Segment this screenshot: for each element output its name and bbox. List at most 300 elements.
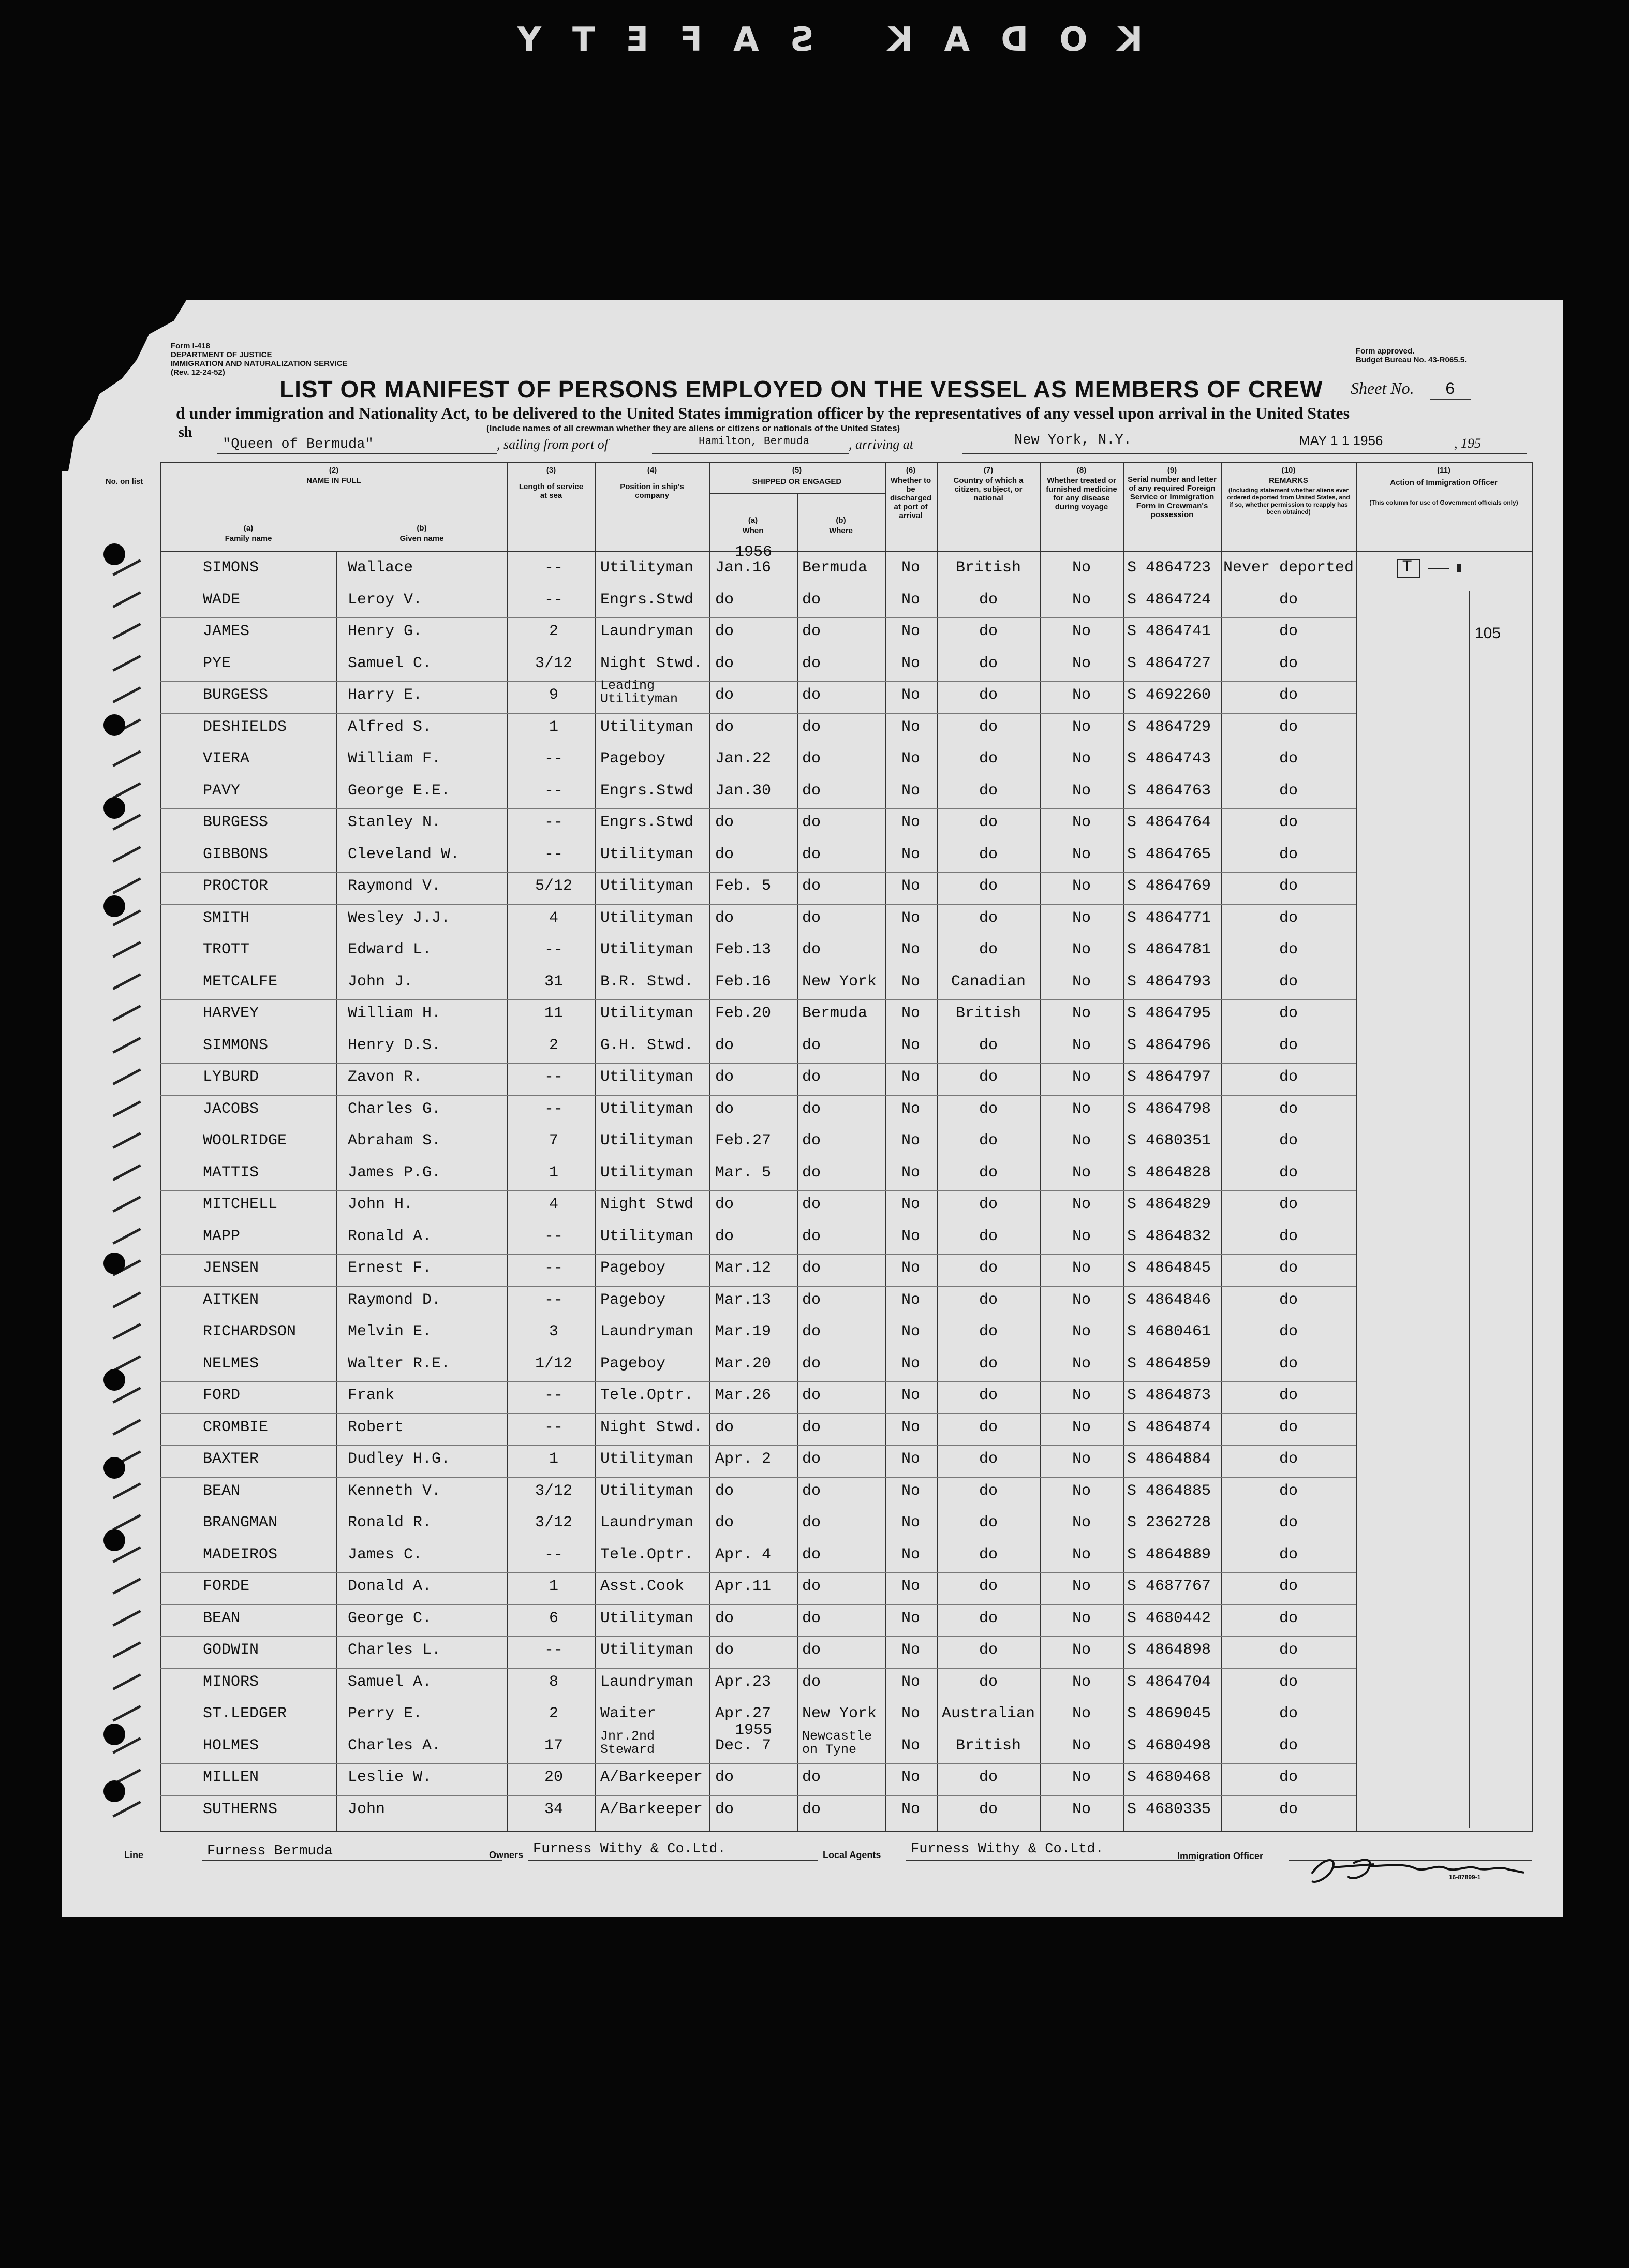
treated: No: [1072, 1068, 1091, 1086]
shipped-where: do: [802, 1387, 821, 1404]
crew-table: No. on list (2) NAME IN FULL (a) Family name (b) Given name (3) Length of service at sea (4) Position in ship's company (5) SHIPPED OR ENGAGED (a) When (b) Where (6) Whether to be discharged at port of arrival (7) Country of which a citizen, subject, or national (8) Whether treated or furnished medicine for any disease during voyage (9) Serial number and letter of any required Foreign Service or Immigration Form in Crewman's possession (10) REMARKS (Including statement whether aliens ever ordered deported from United States, and if so, whether permission to reapply has been obtained) (11) Action of Immigration Officer (This column for use of Government officials only) SIMONS Wallace -- Utilityman Jan.16 Bermuda No British No S 4864723 Never deported 1956 WADE Leroy V. -- Engrs.Stwd do do No do No S 4864724 do JAMES Henry G. 2 Laundryman do do No do No S 4864741 do PYE Samuel C. 3/12 Night Stwd. do do No do No S 4864727 do BURGESS Harry E. 9 Leading Utilityman do do No do No S 4692260 do DESHIELDS Alfred S. 1 Utilityman do do No do No S 4864729 do VIERA William F. -- Pageboy Jan.22 do No do No S 4864743 do PAVY George E.E. -- Engrs.Stwd Jan.30 do No do No S 4864763 do BURGESS Stanley N. -- Engrs.Stwd do do No do No S 4864764 do GIBBONS Cleveland W. -- Utilityman do do No do No S 4864765 do PROCTOR Raymond V. 5/12 Utilityman Feb. 5 do No do No S 4864769 do SMITH Wesley J.J. 4 Utilityman do do No do No S 4864771 do TROTT Edward L. -- Utilityman Feb.13 do No do No S 4864781 do METCALFE John J. 31 B.R. Stwd. Feb.16 New York No Canadian No S 4864793 do HARVEY William H. 11 Utilityman Feb.20 Bermuda No British No S 4864795 do SIMMONS Henry D.S. 2 G.H. Stwd. do do No do No S 4864796 do LYBURD Zavon R. -- Utilityman do do No do No S 4864797 do JACOBS Charles G. -- Utilityman do do No do No S 4864798 do WOOLRIDGE Abraham S. 7 Utilityman Feb.27 do No do No S 4680351 do MATTIS James P.G. 1 Utilityman Mar. 5 do No do No S 4864828 do MITCHELL John H. 4 Night Stwd do do No do No S 4864829 do MAPP Ronald A. -- Utilityman do do No do No S 4864832 do JENSEN Ernest F. -- Pageboy Mar.12 do No do No S 4864845 do AITKEN Raymond D. -- Pageboy Mar.13 do No do No S 4864846 do RICHARDSON Melvin E. 3 Laundryman Mar.19 do No do No S 4680461 do NELMES Walter R.E. 1/12 Pageboy Mar.20 do No do No S 4864859 do FORD Frank -- Tele.Optr. Mar.26 do No do No S 4864873 do CROMBIE Robert -- Night Stwd. do do No do No S 4864874 do BAXTER Dudley H.G. 1 Utilityman Apr. 2 do No do No S 4864884 do BEAN Kenneth V. 3/12 Utilityman do do No do No S 4864885 do BRANGMAN Ronald R. 3/12 Laundryman do do No do No S 2362728 do MADEIROS James C. -- Tele.Optr. Apr. 4 do No do No S 4864889 do FORDE Donald A. 1 Asst.Cook Apr.11 do No do No S 4687767 do BEAN George C. 6 Utilityman do do No do No S 4680442 do GODWIN Charles L. -- Utilityman do do No do No S 4864898 do MINORS Samuel A. 8 Laundryman Apr.23 do No do No S 4864704 do ST.LEDGER Perry E. 2 Waiter Apr.27 New York No Australian No S 4869045 do HOLMES Charles A. 17 Jnr.2nd Steward Dec. 7 Newcastle on Tyne No British No S 4680498 do 1955 MILLEN Leslie W. 20 A/Barkeeper do do No do No S 4680468 do SUTHERNS John 34 A/Barkeeper do do No do No S 4680335 do T 105: [160, 462, 1532, 1833]
family-name: SIMONS: [203, 559, 259, 577]
treated: No: [1072, 877, 1091, 895]
family-name: BAXTER: [203, 1450, 259, 1468]
sailing-port: Hamilton, Bermuda: [699, 436, 810, 448]
position: Night Stwd.: [600, 654, 703, 672]
remarks: do: [1279, 973, 1298, 991]
binder-hole: [103, 1369, 125, 1391]
treated: No: [1072, 1450, 1091, 1468]
length-of-service: --: [544, 814, 563, 831]
length-of-service: --: [544, 1100, 563, 1118]
col-treated-header: Whether treated or furnished medicine for any disease during voyage: [1046, 476, 1117, 511]
document-subtitle: d under immigration and Nationality Act, to be delivered to the United States immigration officer by the representatives of any vessel upon arrival in the United States: [176, 404, 1350, 422]
position: B.R. Stwd.: [600, 973, 694, 991]
serial-number: S 4864874: [1127, 1418, 1211, 1436]
shipped-where: do: [802, 623, 821, 640]
shipped-when: do: [715, 1196, 734, 1213]
check-mark: [112, 1514, 141, 1531]
shipped-when: do: [715, 1609, 734, 1627]
treated: No: [1072, 591, 1091, 609]
length-of-service: --: [544, 1259, 563, 1277]
treated: No: [1072, 559, 1091, 577]
footer-line: Furness Bermuda: [207, 1844, 333, 1859]
country: do: [979, 814, 998, 831]
shipped-where: do: [802, 654, 821, 672]
check-mark: [112, 846, 141, 863]
shipped-when: do: [715, 909, 734, 927]
remarks: do: [1279, 1291, 1298, 1309]
treated: No: [1072, 1100, 1091, 1118]
length-of-service: --: [544, 559, 563, 577]
check-mark: [112, 1482, 141, 1499]
shipped-where: do: [802, 941, 821, 959]
serial-number: S 4869045: [1127, 1705, 1211, 1722]
given-name: Dudley H.G.: [348, 1450, 451, 1468]
position: Utilityman: [600, 941, 694, 959]
treated: No: [1072, 1800, 1091, 1818]
given-name: Ronald R.: [348, 1514, 432, 1531]
check-mark: [112, 1164, 141, 1181]
remarks: do: [1279, 1323, 1298, 1341]
discharged: No: [901, 1291, 920, 1309]
shipped-when: do: [715, 1036, 734, 1054]
position: Laundryman: [600, 1323, 694, 1341]
discharged: No: [901, 1578, 920, 1595]
discharged: No: [901, 845, 920, 863]
treated: No: [1072, 1196, 1091, 1213]
treated: No: [1072, 1291, 1091, 1309]
country: do: [979, 1450, 998, 1468]
family-name: CROMBIE: [203, 1418, 269, 1436]
remarks: do: [1279, 1769, 1298, 1786]
country: Australian: [941, 1705, 1035, 1722]
family-name: FORD: [203, 1387, 241, 1404]
treated: No: [1072, 1259, 1091, 1277]
length-of-service: --: [544, 782, 563, 800]
country: do: [979, 1164, 998, 1182]
position: Utilityman: [600, 718, 694, 736]
discharged: No: [901, 1068, 920, 1086]
discharged: No: [901, 782, 920, 800]
discharged: No: [901, 559, 920, 577]
serial-number: S 4864829: [1127, 1196, 1211, 1213]
position: Utilityman: [600, 1227, 694, 1245]
serial-number: S 4687767: [1127, 1578, 1211, 1595]
position: Utilityman: [600, 1482, 694, 1500]
given-name: John: [348, 1800, 386, 1818]
family-name: PROCTOR: [203, 877, 269, 895]
serial-number: S 4864724: [1127, 591, 1211, 609]
family-name: ST.LEDGER: [203, 1705, 287, 1722]
given-name: Raymond V.: [348, 877, 441, 895]
check-mark: [112, 686, 141, 703]
position: A/Barkeeper: [600, 1769, 703, 1786]
treated: No: [1072, 973, 1091, 991]
serial-number: S 4864704: [1127, 1673, 1211, 1691]
given-name: Wesley J.J.: [348, 909, 451, 927]
family-name: BEAN: [203, 1609, 241, 1627]
shipped-where: do: [802, 591, 821, 609]
serial-number: S 2362728: [1127, 1514, 1211, 1531]
remarks: do: [1279, 623, 1298, 640]
length-of-service: 3/12: [535, 654, 572, 672]
family-name: BRANGMAN: [203, 1514, 278, 1531]
shipped-when: Jan.22: [715, 750, 772, 768]
shipped-where: do: [802, 1036, 821, 1054]
family-name: BURGESS: [203, 814, 269, 831]
remarks: do: [1279, 750, 1298, 768]
shipped-when: do: [715, 623, 734, 640]
length-of-service: 11: [544, 1005, 563, 1022]
remarks: do: [1279, 1354, 1298, 1373]
length-of-service: 17: [544, 1736, 563, 1755]
shipped-when: Feb.20: [715, 1005, 772, 1022]
col-name-header: NAME IN FULL: [306, 476, 361, 485]
remarks: do: [1279, 1100, 1298, 1118]
serial-number: S 4864765: [1127, 845, 1211, 863]
sailing-label: , sailing from port of: [497, 437, 609, 452]
position: Utilityman: [600, 1164, 694, 1182]
shipped-when: Feb. 5: [715, 877, 772, 895]
position: Utilityman: [600, 1005, 694, 1022]
discharged: No: [901, 750, 920, 768]
serial-number: S 4864828: [1127, 1164, 1211, 1182]
family-name: AITKEN: [203, 1291, 259, 1309]
discharged: No: [901, 909, 920, 927]
given-name: Raymond D.: [348, 1291, 441, 1309]
shipped-where: do: [802, 1068, 821, 1086]
position: Night Stwd.: [600, 1418, 703, 1436]
country: do: [979, 1068, 998, 1086]
given-name: Charles G.: [348, 1100, 441, 1118]
shipped-where: do: [802, 1641, 821, 1659]
given-name: Wallace: [348, 559, 413, 577]
given-name: Henry D.S.: [348, 1036, 441, 1054]
given-name: William H.: [348, 1005, 441, 1022]
discharged: No: [901, 591, 920, 609]
length-of-service: 4: [549, 909, 558, 927]
serial-number: S 4864763: [1127, 782, 1211, 800]
length-of-service: 3/12: [535, 1514, 572, 1531]
remarks: do: [1279, 1068, 1298, 1086]
year-suffix: , 195: [1454, 436, 1481, 451]
position: Asst.Cook: [600, 1578, 685, 1595]
arrival-date: MAY 1 1 1956: [1299, 433, 1383, 448]
shipped-where: Bermuda: [802, 559, 868, 577]
given-name: John H.: [348, 1196, 413, 1213]
check-mark: [112, 1673, 141, 1690]
treated: No: [1072, 1387, 1091, 1404]
treated: No: [1072, 686, 1091, 704]
position: Utilityman: [600, 1132, 694, 1150]
country: do: [979, 718, 998, 736]
check-mark: [112, 877, 141, 894]
position: Utilityman: [600, 845, 694, 863]
binder-hole: [103, 797, 125, 819]
length-of-service: 9: [549, 686, 558, 704]
shipped-where: do: [802, 1418, 821, 1436]
treated: No: [1072, 1036, 1091, 1054]
treated: No: [1072, 1164, 1091, 1182]
shipped-where: New York: [802, 1705, 877, 1722]
country: do: [979, 591, 998, 609]
treated: No: [1072, 654, 1091, 672]
length-of-service: --: [544, 1545, 563, 1564]
col-action-header: Action of Immigration Officer: [1390, 478, 1498, 487]
discharged: No: [901, 1705, 920, 1722]
shipped-where: do: [802, 1673, 821, 1691]
shipped-where: do: [802, 686, 821, 704]
country: do: [979, 1800, 998, 1818]
length-of-service: --: [544, 1291, 563, 1309]
shipped-where: do: [802, 845, 821, 863]
serial-number: S 4864727: [1127, 654, 1211, 672]
discharged: No: [901, 686, 920, 704]
country: do: [979, 877, 998, 895]
length-of-service: 1: [549, 1164, 558, 1182]
check-mark: [112, 1228, 141, 1245]
position: Night Stwd: [600, 1196, 694, 1213]
col-length-header: Length of service at sea: [519, 482, 584, 500]
remarks: do: [1279, 1545, 1298, 1564]
country: do: [979, 1354, 998, 1373]
serial-number: S 4864873: [1127, 1387, 1211, 1404]
country: do: [979, 1387, 998, 1404]
position: Utilityman: [600, 909, 694, 927]
treated: No: [1072, 1769, 1091, 1786]
length-of-service: --: [544, 1387, 563, 1404]
remarks: do: [1279, 941, 1298, 959]
remarks: do: [1279, 654, 1298, 672]
given-name: Kenneth V.: [348, 1482, 441, 1500]
shipped-where: do: [802, 1227, 821, 1245]
binder-hole: [103, 1457, 125, 1479]
check-mark: [112, 1100, 141, 1117]
remarks: do: [1279, 1196, 1298, 1213]
serial-number: S 4864769: [1127, 877, 1211, 895]
treated: No: [1072, 1354, 1091, 1373]
torn-corner: [62, 300, 186, 471]
action-vertical-line: [1469, 591, 1470, 1828]
country: do: [979, 845, 998, 863]
discharged: No: [901, 1545, 920, 1564]
serial-number: S 4864884: [1127, 1450, 1211, 1468]
family-name: MADEIROS: [203, 1545, 278, 1564]
given-name: Ronald A.: [348, 1227, 432, 1245]
shipped-when: Jan.30: [715, 782, 772, 800]
treated: No: [1072, 1227, 1091, 1245]
shipped-when: Apr. 2: [715, 1450, 772, 1468]
remarks: do: [1279, 1673, 1298, 1691]
family-name: SUTHERNS: [203, 1800, 278, 1818]
check-mark: [112, 1419, 141, 1436]
shipped-where: Bermuda: [802, 1005, 868, 1022]
shipped-where: do: [802, 1450, 821, 1468]
col-shipped-header: SHIPPED OR ENGAGED: [752, 477, 842, 486]
treated: No: [1072, 1673, 1091, 1691]
shipped-where: do: [802, 718, 821, 736]
shipped-when: do: [715, 1514, 734, 1531]
manifest-sheet: Form I-418 DEPARTMENT OF JUSTICE IMMIGRATION AND NATURALIZATION SERVICE (Rev. 12-24-52) Form approved. Budget Bureau No. 43-R065.5. LIST OR MANIFEST OF PERSONS EMPLOYED ON THE VESSEL AS MEMBERS OF CREW Sheet No. 6 d under immigration and Nationality Act, to be delivered to the United States immigration officer by the representatives of any vessel upon arrival in the United States sh (Include names of all crewman whether they are aliens or citizens or nationals of the United States) "Queen of Bermuda" , sailing from port of Hamilton, Bermuda , arriving at New York, N.Y. MAY 1 1 1956 , 195 No. on list (2) NAME IN FULL (a) Family name (b) Given name (3) Length of service at sea (4) Position in ship's company (5) SHIPPED OR ENGAGED (a) When (b) Where (6) Whether to be discharged at port of arrival (7) Country of which a citizen, subject, or national (8) Whether treated or furnished medicine for any disease during voyage (9) Serial number and letter of any required Foreign Service or Immigration Form in Crewman's possession (10) REMARKS (Including statement whether aliens ever ordered deported from United States, and if so, whether permission to reapply has been obtained) (11) Action of Immigration Officer (This column for use of Government officials only) SIMONS Wallace -- Utilityman Jan.16 Bermuda No British No S 4864723 Never deported 1956 WADE Leroy V. -- Engrs.Stwd do do No do No S 4864724 do JAMES Henry G. 2 Laundryman do do No do No S 4864741 do PYE Samuel C. 3/12 Night Stwd. do do No do No S 4864727 do BURGESS Harry E. 9 Leading Utilityman do do No do No S 4692260 do DESHIELDS Alfred S. 1 Utilityman do do No do No S 4864729 do VIERA William F. -- Pageboy Jan.22 do No do No S 4864743 do PAVY George E.E. -- Engrs.Stwd Jan.30 do No do No S 4864763 do BURGESS Stanley N. -- Engrs.Stwd do do No do No S 4864764 do GIBBONS Cleveland W. -- Utilityman do do No do No S 4864765 do PROCTOR Raymond V. 5/12 Utilityman Feb. 5 do No do No S 4864769 do SMITH Wesley J.J. 4 Utilityman do do No do No S 4864771 do TROTT Edward L. -- Utilityman Feb.13 do No do No S 4864781 do METCALFE John J. 31 B.R. Stwd. Feb.16 New York No Canadian No S 4864793 do HARVEY William H. 11 Utilityman Feb.20 Bermuda No British No S 4864795 do SIMMONS Henry D.S. 2 G.H. Stwd. do do No do No S 4864796 do LYBURD Zavon R. -- Utilityman do do No do No S 4864797 do JACOBS Charles G. -- Utilityman do do No do No S 4864798 do WOOLRIDGE Abraham S. 7 Utilityman Feb.27 do No do No S 4680351 do MATTIS James P.G. 1 Utilityman Mar. 5 do No do No S 4864828 do MITCHELL John H. 4 Night Stwd do do No do No S 4864829 do MAPP Ronald A. -- Utilityman do do No do No S 4864832 do JENSEN Ernest F. -- Pageboy Mar.12 do No do No S 4864845 do AITKEN Raymond D. -- Pageboy Mar.13 do No do No S 4864846 do RICHARDSON Melvin E. 3 Laundryman Mar.19 do No do No S 4680461 do NELMES Walter R.E. 1/12 Pageboy Mar.20 do No do No S 4864859 do FORD Frank -- Tele.Optr. Mar.26 do No do No S 4864873 do CROMBIE Robert -- Night Stwd. do do No do No S 4864874 do BAXTER Dudley H.G. 1 Utilityman Apr. 2 do No do No S 4864884 do BEAN Kenneth V. 3/12 Utilityman do do No do No S 4864885 do BRANGMAN Ronald R. 3/12 Laundryman do do No do No S 2362728 do MADEIROS James C. -- Tele.Optr. Apr. 4 do No do No S 4864889 do FORDE Donald A. 1 Asst.Cook Apr.11 do No do No S 4687767 do BEAN George C. 6 Utilityman do do No do No S 4680442 do GODWIN Charles L. -- Utilityman do do No do No S 4864898 do MINORS Samuel A. 8 Laundryman Apr.23 do No do No S 4864704 do ST.LEDGER Perry E. 2 Waiter Apr.27 New York No Australian No S 4869045 do HOLMES Charles A. 17 Jnr.2nd Steward Dec. 7 Newcastle on Tyne No British No S 4680498 do 1955 MILLEN Leslie W. 20 A/Barkeeper do do No do No S 4680468 do SUTHERNS John 34 A/Barkeeper do do No do No S 4680335 do T 105 Line Furness Bermuda Owners Furness Withy & Co.Ltd. Local Agents Furness Withy & Co.Ltd. Immigration Officer 16-87899-1: [62, 300, 1563, 1917]
remarks: do: [1279, 1418, 1298, 1436]
check-mark: [112, 1323, 141, 1340]
family-name: WOOLRIDGE: [203, 1132, 287, 1150]
form-header-right: Form approved. Budget Bureau No. 43-R065.5.: [1356, 347, 1467, 364]
position: Engrs.Stwd: [600, 591, 694, 609]
remarks: do: [1279, 1641, 1298, 1659]
shipped-when: do: [715, 1068, 734, 1086]
shipped-when: Mar.26: [715, 1387, 772, 1404]
country: do: [979, 686, 998, 704]
treated: No: [1072, 782, 1091, 800]
country: do: [979, 1132, 998, 1150]
action-box: [1397, 559, 1420, 578]
length-of-service: 2: [549, 1036, 558, 1054]
country: British: [955, 1736, 1021, 1755]
position: Laundryman: [600, 1514, 694, 1531]
given-name: Samuel A.: [348, 1673, 432, 1691]
remarks: do: [1279, 1387, 1298, 1404]
treated: No: [1072, 814, 1091, 831]
treated: No: [1072, 1418, 1091, 1436]
shipped-year: 1956: [735, 543, 773, 561]
given-name: Charles L.: [348, 1641, 441, 1659]
position: A/Barkeeper: [600, 1800, 703, 1818]
form-header-left: Form I-418 DEPARTMENT OF JUSTICE IMMIGRATION AND NATURALIZATION SERVICE (Rev. 12-24-52): [171, 342, 348, 377]
shipped-where: do: [802, 1259, 821, 1277]
country: do: [979, 1545, 998, 1564]
shipped-when: Dec. 7: [715, 1736, 772, 1755]
discharged: No: [901, 1450, 920, 1468]
discharged: No: [901, 1641, 920, 1659]
given-name: John J.: [348, 973, 413, 991]
position: Laundryman: [600, 1673, 694, 1691]
country: British: [955, 559, 1021, 577]
shipped-when: Mar.20: [715, 1354, 772, 1373]
given-name: James P.G.: [348, 1164, 441, 1182]
treated: No: [1072, 1005, 1091, 1022]
length-of-service: 8: [549, 1673, 558, 1691]
country: do: [979, 1609, 998, 1627]
shipped-where: do: [802, 1132, 821, 1150]
shipped-where: do: [802, 1164, 821, 1182]
discharged: No: [901, 1514, 920, 1531]
remarks: do: [1279, 814, 1298, 831]
country: do: [979, 1100, 998, 1118]
discharged: No: [901, 1132, 920, 1150]
remarks: do: [1279, 1227, 1298, 1245]
position: Jnr.2nd Steward: [600, 1728, 655, 1757]
remarks: do: [1279, 782, 1298, 800]
length-of-service: 2: [549, 1705, 558, 1722]
length-of-service: --: [544, 1641, 563, 1659]
arriving-port: New York, N.Y.: [1014, 433, 1132, 448]
shipped-where: do: [802, 1482, 821, 1500]
family-name: BURGESS: [203, 686, 269, 704]
sheet-number: Sheet No. 6: [1351, 379, 1471, 399]
remarks: do: [1279, 1800, 1298, 1818]
serial-number: S 4864845: [1127, 1259, 1211, 1277]
footer-owners: Furness Withy & Co.Ltd.: [533, 1842, 726, 1857]
length-of-service: 1/12: [535, 1354, 572, 1373]
given-name: Alfred S.: [348, 718, 432, 736]
serial-number: S 4864797: [1127, 1068, 1211, 1086]
family-name: HARVEY: [203, 1005, 259, 1022]
length-of-service: --: [544, 845, 563, 863]
remarks: do: [1279, 1482, 1298, 1500]
shipped-where: do: [802, 1514, 821, 1531]
serial-number: S 4864796: [1127, 1036, 1211, 1054]
country: do: [979, 623, 998, 640]
position: Utilityman: [600, 1450, 694, 1468]
family-name: MAPP: [203, 1227, 241, 1245]
length-of-service: --: [544, 750, 563, 768]
shipped-when: do: [715, 1227, 734, 1245]
officer-signature: [1301, 1853, 1529, 1889]
country: Canadian: [951, 973, 1026, 991]
shipped-when: do: [715, 1100, 734, 1118]
shipped-when: Apr. 4: [715, 1545, 772, 1564]
treated: No: [1072, 718, 1091, 736]
check-mark: [112, 655, 141, 672]
position: Utilityman: [600, 1641, 694, 1659]
position: Tele.Optr.: [600, 1387, 694, 1404]
position: Utilityman: [600, 1100, 694, 1118]
check-mark: [112, 623, 141, 640]
remarks: do: [1279, 591, 1298, 609]
family-name: PAVY: [203, 782, 241, 800]
country: do: [979, 1291, 998, 1309]
remarks: do: [1279, 1578, 1298, 1595]
family-name: JACOBS: [203, 1100, 259, 1118]
length-of-service: --: [544, 591, 563, 609]
position: Leading Utilityman: [600, 678, 678, 706]
country: do: [979, 1259, 998, 1277]
discharged: No: [901, 654, 920, 672]
family-name: GODWIN: [203, 1641, 259, 1659]
length-of-service: 31: [544, 973, 563, 991]
family-name: MINORS: [203, 1673, 259, 1691]
family-name: METCALFE: [203, 973, 278, 991]
treated: No: [1072, 1482, 1091, 1500]
discharged: No: [901, 1482, 920, 1500]
document-title: LIST OR MANIFEST OF PERSONS EMPLOYED ON THE VESSEL AS MEMBERS OF CREW: [279, 376, 1323, 403]
check-mark: [112, 750, 141, 767]
family-name: MATTIS: [203, 1164, 259, 1182]
remarks: do: [1279, 909, 1298, 927]
include-note: (Include names of all crewman whether they are aliens or citizens or nationals of the United States): [486, 423, 900, 433]
serial-number: S 4680498: [1127, 1736, 1211, 1755]
serial-number: S 4680468: [1127, 1769, 1211, 1786]
discharged: No: [901, 1323, 920, 1341]
position: Utilityman: [600, 1068, 694, 1086]
country: do: [979, 941, 998, 959]
check-mark: [112, 941, 141, 958]
family-name: SMITH: [203, 909, 250, 927]
document-subtitle-fragment: sh: [179, 424, 192, 440]
check-mark: [112, 1801, 141, 1818]
country: do: [979, 1227, 998, 1245]
col-where-header: Where: [829, 526, 853, 535]
country: do: [979, 909, 998, 927]
country: do: [979, 654, 998, 672]
length-of-service: --: [544, 1068, 563, 1086]
shipped-where: do: [802, 1196, 821, 1213]
shipped-when: Feb.13: [715, 941, 772, 959]
serial-number: S 4680442: [1127, 1609, 1211, 1627]
family-name: DESHIELDS: [203, 718, 287, 736]
